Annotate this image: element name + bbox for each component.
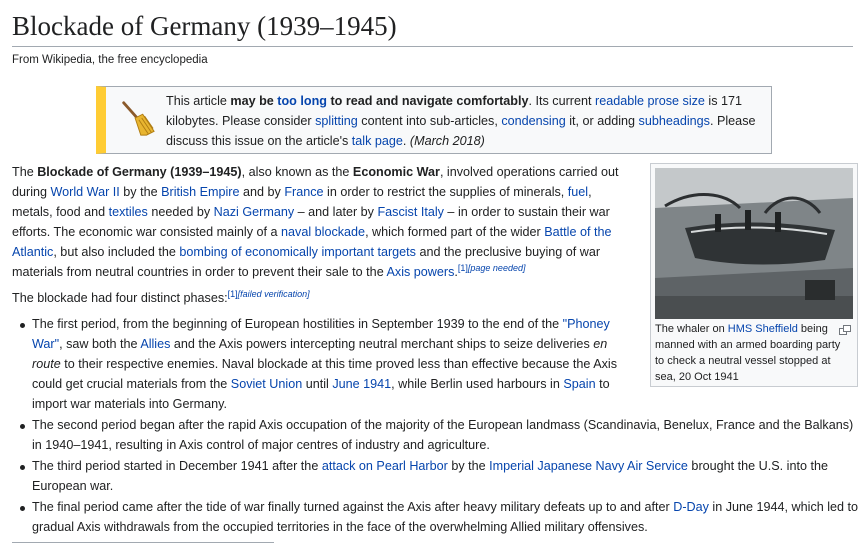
list-item bbox=[12, 314, 630, 414]
too-long-link[interactable]: too long bbox=[277, 94, 327, 108]
list-text: The first period, from the beginning of European hostilities in September 1939 to the end of the bbox=[32, 317, 563, 331]
talk-page-link[interactable]: talk page bbox=[351, 134, 403, 148]
splitting-link[interactable]: splitting bbox=[315, 114, 358, 128]
notice-text: it, or adding bbox=[565, 114, 639, 128]
notice-date: (March 2018) bbox=[409, 134, 485, 148]
length-notice-box bbox=[96, 86, 772, 154]
lead-text: . bbox=[454, 265, 458, 279]
lead-text: , also known as the bbox=[241, 165, 353, 179]
periods-list bbox=[12, 314, 859, 538]
fascist-italy-link[interactable]: Fascist Italy bbox=[377, 205, 444, 219]
strategic-bombing-link[interactable]: bombing of economically important targets bbox=[179, 245, 416, 259]
ijn-air-service-link[interactable]: Imperial Japanese Navy Air Service bbox=[489, 459, 688, 473]
fuel-link[interactable]: fuel bbox=[567, 185, 589, 199]
subheadings-link[interactable]: subheadings bbox=[638, 114, 710, 128]
british-empire-link[interactable]: British Empire bbox=[161, 185, 240, 199]
notice-text: is 171 kilobytes. Please consider bbox=[166, 94, 743, 128]
condensing-link[interactable]: condensing bbox=[501, 114, 566, 128]
lead-text: , but also included the bbox=[53, 245, 180, 259]
list-text: by the bbox=[447, 459, 490, 473]
notice-text: . Please discuss this issue on the article's bbox=[166, 114, 756, 148]
notice-bold: to read and navigate comfortably bbox=[326, 94, 529, 108]
list-item bbox=[12, 456, 859, 496]
list-text: and the Axis powers intercepting neutral merchant ships to seize deliveries bbox=[170, 337, 594, 351]
lead-paragraph bbox=[12, 162, 627, 282]
reference-link[interactable]: [1] bbox=[457, 263, 468, 273]
hms-sheffield-link[interactable]: HMS Sheffield bbox=[727, 323, 798, 335]
list-text: The final period came after the tide of war finally turned against the Axis after heavy military defeats up to and after bbox=[32, 500, 674, 514]
caption-text: The whaler on bbox=[655, 323, 728, 335]
pearl-harbor-link[interactable]: attack on Pearl Harbor bbox=[321, 459, 448, 473]
france-link[interactable]: France bbox=[284, 185, 324, 199]
list-text: , while Berlin used harbours in bbox=[391, 377, 564, 391]
notice-text: . Its current bbox=[528, 94, 595, 108]
lead-text: , involved operations carried out during bbox=[12, 165, 619, 199]
textiles-link[interactable]: textiles bbox=[108, 205, 148, 219]
caption-text: being manned with an armed boarding party to check a neutral vessel stopped at sea, 20 Oct 1941 bbox=[655, 323, 841, 383]
lead-text: by the bbox=[119, 185, 162, 199]
list-text: to import war materials into Germany. bbox=[32, 377, 610, 411]
list-text: to their respective enemies. Naval blockade at this time proved less than effective because the Axis could get crucial materials from the bbox=[32, 357, 618, 391]
phoney-war-link[interactable]: "Phoney War" bbox=[32, 317, 610, 351]
lead-text: and by bbox=[239, 185, 285, 199]
list-text: The third period started in December 1941 after the bbox=[32, 459, 322, 473]
notice-text: content into sub-articles, bbox=[357, 114, 502, 128]
d-day-link[interactable]: D-Day bbox=[673, 500, 709, 514]
lead-text: and the preclusive buying of war materials from neutral countries in order to prevent their sale to the bbox=[12, 245, 601, 279]
list-text: brought the U.S. into the European war. bbox=[32, 459, 828, 493]
page-title: Blockade of Germany (1939–1945) bbox=[12, 8, 853, 47]
june-1941-link[interactable]: June 1941 bbox=[332, 377, 392, 391]
lead-text: The bbox=[12, 165, 38, 179]
list-italic: en route bbox=[32, 337, 608, 371]
phases-intro bbox=[12, 288, 632, 308]
lead-text: , metals, food and bbox=[12, 185, 592, 219]
notice-text: This article bbox=[166, 94, 231, 108]
spain-link[interactable]: Spain bbox=[563, 377, 596, 391]
reference-link[interactable]: [1] bbox=[227, 289, 238, 299]
lead-text: needed by bbox=[147, 205, 214, 219]
list-text: in June 1944, which led to gradual Axis withdrawals from the occupied territories in the face of the overwhelming Allied military offensives. bbox=[32, 500, 859, 534]
whaler-photo[interactable] bbox=[655, 168, 853, 319]
list-item bbox=[12, 497, 859, 537]
nazi-germany-link[interactable]: Nazi Germany bbox=[213, 205, 295, 219]
list-item bbox=[12, 415, 859, 455]
list-text: until bbox=[302, 377, 333, 391]
readable-prose-size-link[interactable]: readable prose size bbox=[595, 94, 705, 108]
lead-text: , which formed part of the wider bbox=[365, 225, 545, 239]
soviet-union-link[interactable]: Soviet Union bbox=[230, 377, 303, 391]
lead-text: in order to restrict the supplies of minerals, bbox=[323, 185, 568, 199]
failed-verification-tag[interactable]: [failed verification] bbox=[237, 289, 310, 299]
battle-of-the-atlantic-link[interactable]: Battle of the Atlantic bbox=[12, 225, 612, 259]
article-subject: Blockade of Germany (1939–1945) bbox=[37, 165, 242, 179]
notice-bold: may be bbox=[230, 94, 278, 108]
page-needed-tag[interactable]: [page needed] bbox=[467, 263, 526, 273]
broom-icon bbox=[118, 99, 156, 137]
list-text: , saw both the bbox=[59, 337, 141, 351]
notice-text: . bbox=[402, 134, 410, 148]
toc-border bbox=[12, 542, 274, 543]
naval-blockade-link[interactable]: naval blockade bbox=[281, 225, 366, 239]
axis-powers-link[interactable]: Axis powers bbox=[386, 265, 455, 279]
lead-text: – and later by bbox=[294, 205, 378, 219]
world-war-ii-link[interactable]: World War II bbox=[50, 185, 120, 199]
list-text: The second period began after the rapid Axis occupation of the majority of the European landmass (Scandinavia, Benelux, France and the Balkans) in 1940–1941, resulting in Axis control of major centres of industry and agriculture. bbox=[32, 418, 854, 452]
alt-name: Economic War bbox=[352, 165, 440, 179]
lead-text: – in order to sustain their war efforts. The economic war consisted mainly of a bbox=[12, 205, 610, 239]
tagline: From Wikipedia, the free encyclopedia bbox=[12, 54, 208, 66]
phases-text: The blockade had four distinct phases: bbox=[12, 291, 228, 305]
allies-link[interactable]: Allies bbox=[140, 337, 171, 351]
